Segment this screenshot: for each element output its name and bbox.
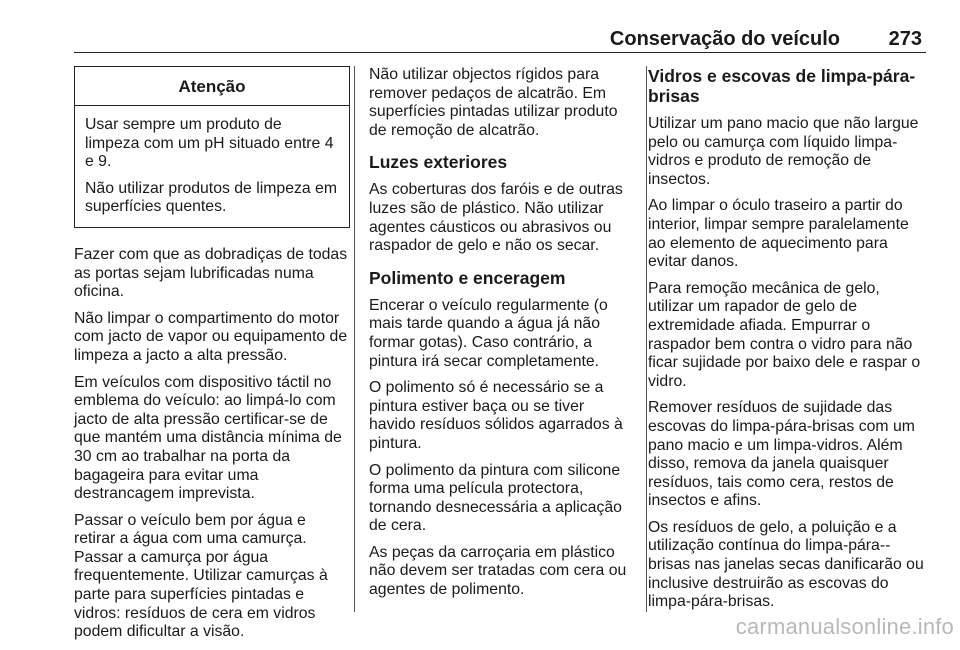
paragraph: Não limpar o compartimento do motor com jacto de vapor ou equipamento de limpeza a jacto a alta pressão. <box>74 309 348 364</box>
paragraph: Encerar o veículo regularmente (o mais tarde quando a água já não formar gotas). Caso contrário, a pintura irá secar completamente. <box>369 296 608 370</box>
paragraph: Os resíduos de gelo, a poluição e a utilização contínua do limpa-pára--brisas nas janelas secas danificarão ou inclusive destruirão as escovas do limpa-pára-brisas. <box>648 518 924 611</box>
section-heading-glass-wipers: Vidros e escovas de limpa-pára-brisas <box>648 66 916 106</box>
page-number: 273 <box>888 28 922 50</box>
notice-paragraph: Usar sempre um produto de limpeza com um pH situado entre 4 e 9. <box>85 116 334 171</box>
column-1 <box>74 66 350 650</box>
paragraph: Em veículos com dispositivo táctil no emblema do veículo: ao limpá-lo com jacto de alta pressão certificar-se de que mantém uma distância mínima de 30 cm ao trabalhar na porta da bagageira para evitar uma destrancagem imprevista. <box>74 373 342 503</box>
section-heading-exterior-lights: Luzes exteriores <box>369 152 508 173</box>
paragraph: O polimento só é necessário se a pintura estiver baça ou se tiver havido resíduos sólidos agarrados à pintura. <box>369 379 623 452</box>
notice-body <box>75 106 349 227</box>
column-divider-1 <box>354 66 355 612</box>
watermark: carmanualsonline.info <box>735 614 954 639</box>
warning-notice <box>74 66 350 228</box>
column-divider-2 <box>646 66 647 612</box>
paragraph: Para remoção mecânica de gelo, utilizar um rapador de gelo de extremidade afiada. Empurrar o raspador bem contra o vidro para não ficar sujidade por baixo dele e raspar o vidro. <box>648 279 921 390</box>
page-header <box>74 26 926 53</box>
paragraph: Remover resíduos de sujidade das escovas do limpa-pára-brisas com um pano macio e um limpa-vidros. Além disso, remova da janela quaisquer resíduos, tais como cera, restos de insectos e afins. <box>648 399 915 510</box>
notice-paragraph: Não utilizar produtos de limpeza em superfícies quentes. <box>85 179 337 216</box>
paragraph: Fazer com que as dobradiças de todas as portas sejam lubrificadas numa oficina. <box>74 245 348 301</box>
paragraph: As coberturas dos faróis e de outras luzes são de plástico. Não utilizar agentes cáusticos ou abrasivos ou raspador de gelo e não os secar. <box>369 181 623 255</box>
paragraph: Utilizar um pano macio que não largue pelo ou camurça com líquido limpa-vidros e produto de remoção de insectos. <box>648 115 919 188</box>
paragraph: Ao limpar o óculo traseiro a partir do interior, limpar sempre paralelamente ao elemento de aquecimento para evitar danos. <box>648 197 909 271</box>
section-heading-polishing: Polimento e enceragem <box>369 267 566 288</box>
column-3 <box>648 66 928 620</box>
paragraph: Passar o veículo bem por água e retirar a água com uma camurça. Passar a camurça por água frequentemente. Utilizar camurças à parte para superfícies pintadas e vidros: resíduos de cera em vidros podem dificultar a visão. <box>74 511 328 641</box>
paragraph: O polimento da pintura com silicone forma uma película protectora, tornando desnecessária a aplicação de cera. <box>369 461 622 535</box>
column-2 <box>369 66 635 608</box>
notice-title: Atenção <box>75 67 349 106</box>
paragraph: As peças da carroçaria em plástico não devem ser tratadas com cera ou agentes de polimento. <box>369 543 627 599</box>
paragraph: Não utilizar objectos rígidos para remover pedaços de alcatrão. Em superfícies pintadas utilizar produto de remoção de alcatrão. <box>369 66 618 139</box>
page-title: Conservação do veículo <box>609 28 840 50</box>
